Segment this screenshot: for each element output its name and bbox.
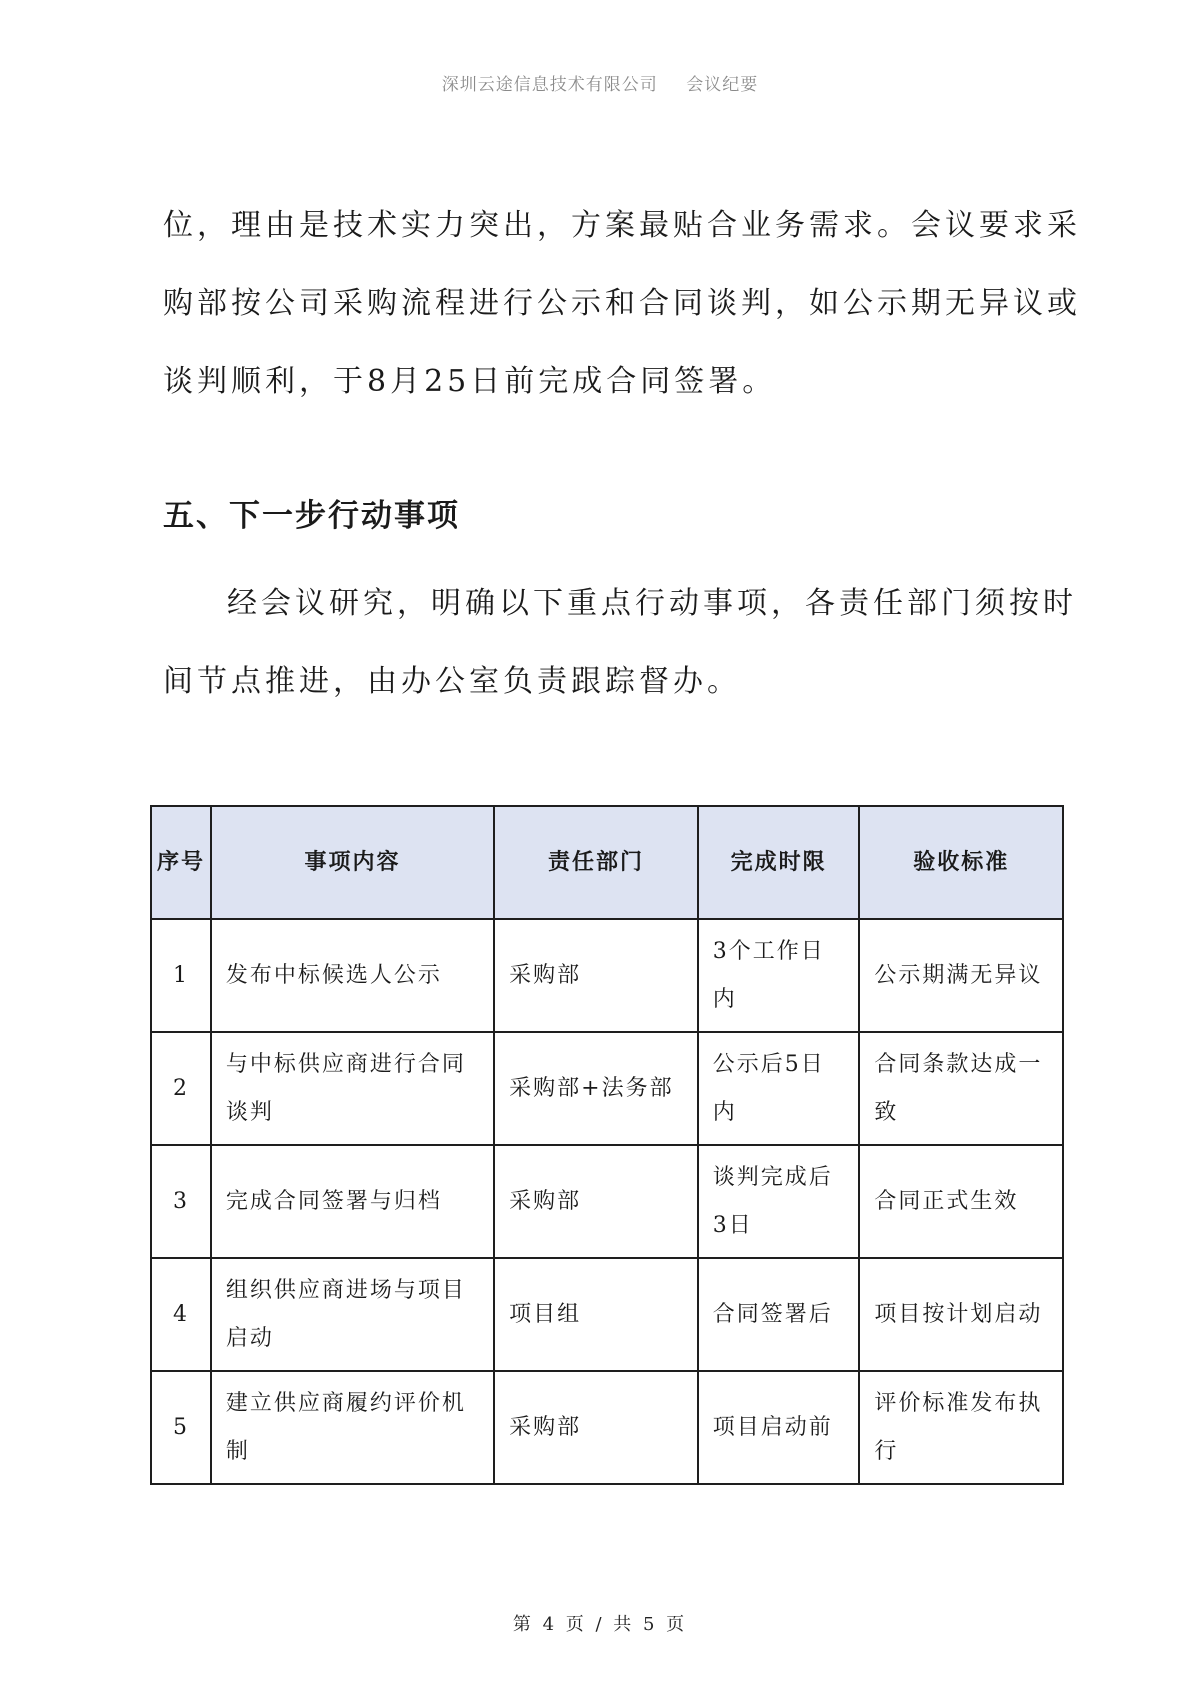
table-row [151, 1258, 1063, 1371]
row-num: 5 [151, 1371, 211, 1484]
header-deadline: 完成时限 [698, 806, 860, 919]
body-line-1: 位，理由是技术实力突出，方案最贴合业务需求。会议要求采 [163, 208, 1081, 243]
row-num: 1 [151, 919, 211, 1032]
table-row [151, 1032, 1063, 1145]
row-criteria: 评价标准发布执行 [859, 1371, 1063, 1484]
intro-line-1: 经会议研究，明确以下重点行动事项，各责任部门须按时 [227, 586, 1077, 621]
row-deadline: 公示后5日内 [698, 1032, 860, 1145]
header-company: 深圳云途信息技术有限公司 [441, 75, 658, 95]
header-doc-type: 会议纪要 [686, 75, 759, 95]
table-header-row [151, 806, 1063, 919]
body-line-2: 购部按公司采购流程进行公示和合同谈判，如公示期无异议或 [163, 286, 1081, 321]
row-content: 发布中标候选人公示 [211, 919, 494, 1032]
row-dept: 采购部 [494, 919, 698, 1032]
row-content: 与中标供应商进行合同谈判 [211, 1032, 494, 1145]
row-criteria: 合同正式生效 [859, 1145, 1063, 1258]
row-criteria: 项目按计划启动 [859, 1258, 1063, 1371]
row-content: 建立供应商履约评价机制 [211, 1371, 494, 1484]
page-number: 第 4 页 / 共 5 页 [512, 1614, 688, 1635]
table-row [151, 1145, 1063, 1258]
row-deadline: 3个工作日内 [698, 919, 860, 1032]
row-criteria: 合同条款达成一致 [859, 1032, 1063, 1145]
body-line-3: 谈判顺利，于8月25日前完成合同签署。 [163, 364, 777, 399]
header-criteria: 验收标准 [859, 806, 1063, 919]
action-items-table [150, 805, 1064, 1485]
row-deadline: 合同签署后 [698, 1258, 860, 1371]
page-header [0, 70, 1200, 95]
row-num: 2 [151, 1032, 211, 1145]
row-deadline: 谈判完成后3日 [698, 1145, 860, 1258]
row-deadline: 项目启动前 [698, 1371, 860, 1484]
row-content: 组织供应商进场与项目启动 [211, 1258, 494, 1371]
intro-line-2: 间节点推进，由办公室负责跟踪督办。 [163, 664, 741, 699]
header-num: 序号 [151, 806, 211, 919]
table-row [151, 1371, 1063, 1484]
header-content: 事项内容 [211, 806, 494, 919]
row-num: 4 [151, 1258, 211, 1371]
table-row [151, 919, 1063, 1032]
row-dept: 采购部 [494, 1371, 698, 1484]
row-dept: 采购部+法务部 [494, 1032, 698, 1145]
row-dept: 项目组 [494, 1258, 698, 1371]
header-dept: 责任部门 [494, 806, 698, 919]
row-dept: 采购部 [494, 1145, 698, 1258]
row-content: 完成合同签署与归档 [211, 1145, 494, 1258]
row-num: 3 [151, 1145, 211, 1258]
row-criteria: 公示期满无异议 [859, 919, 1063, 1032]
section-heading: 五、下一步行动事项 [163, 498, 460, 534]
